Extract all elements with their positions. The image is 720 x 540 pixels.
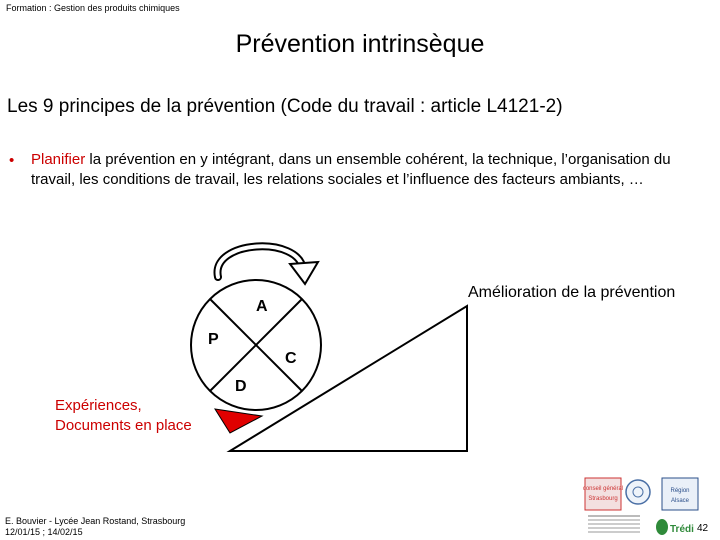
bullet-body: la prévention en y intégrant, dans un ensemble cohérent, la technique, l’organisation du travail, les conditions de travail, les relations sociales et l’influence des facteurs ambiants, … [31,151,671,188]
logo-text-5: Trédi [670,524,694,535]
logo-ministry [588,516,640,532]
logo-region-alsace [662,478,698,510]
bullet-keyword: Planifier [31,151,86,168]
page-number: 42 [697,523,709,534]
logo-tredi [656,519,694,535]
logo-text-2: Strasbourg [588,496,618,502]
pdca-letter-p: P [208,331,219,348]
bullet-marker: • [9,152,15,169]
author-line: E. Bouvier - Lycée Jean Rostand, Strasbourg [5,516,186,526]
logo-text-3: Région [670,488,690,494]
logo-text-1: conseil général [582,486,624,492]
wedge-label-line2: Documents en place [55,417,192,434]
slide-subtitle: Les 9 principes de la prévention (Code du travail : article L4121-2) [7,96,563,117]
course-header: Formation : Gestion des produits chimiques [6,3,180,13]
rotation-arrowhead-icon [290,262,318,284]
pdca-letter-c: C [285,350,297,367]
logo-academy [626,480,650,504]
pdca-letter-d: D [235,378,247,395]
footer-author [5,516,185,538]
improvement-label: Amélioration de la prévention [468,284,676,301]
wedge-label-line1: Expériences, [55,397,142,414]
dates-line: 12/01/15 ; 14/02/15 [5,527,83,537]
logo-conseil-general [583,478,623,510]
logo-text-4: Alsace [670,498,690,504]
wedge-label [55,396,192,436]
partner-logos [580,470,710,540]
wedge-stop [215,409,262,433]
pdca-letter-a: A [256,298,268,315]
slide-title: Prévention intrinsèque [235,30,485,58]
